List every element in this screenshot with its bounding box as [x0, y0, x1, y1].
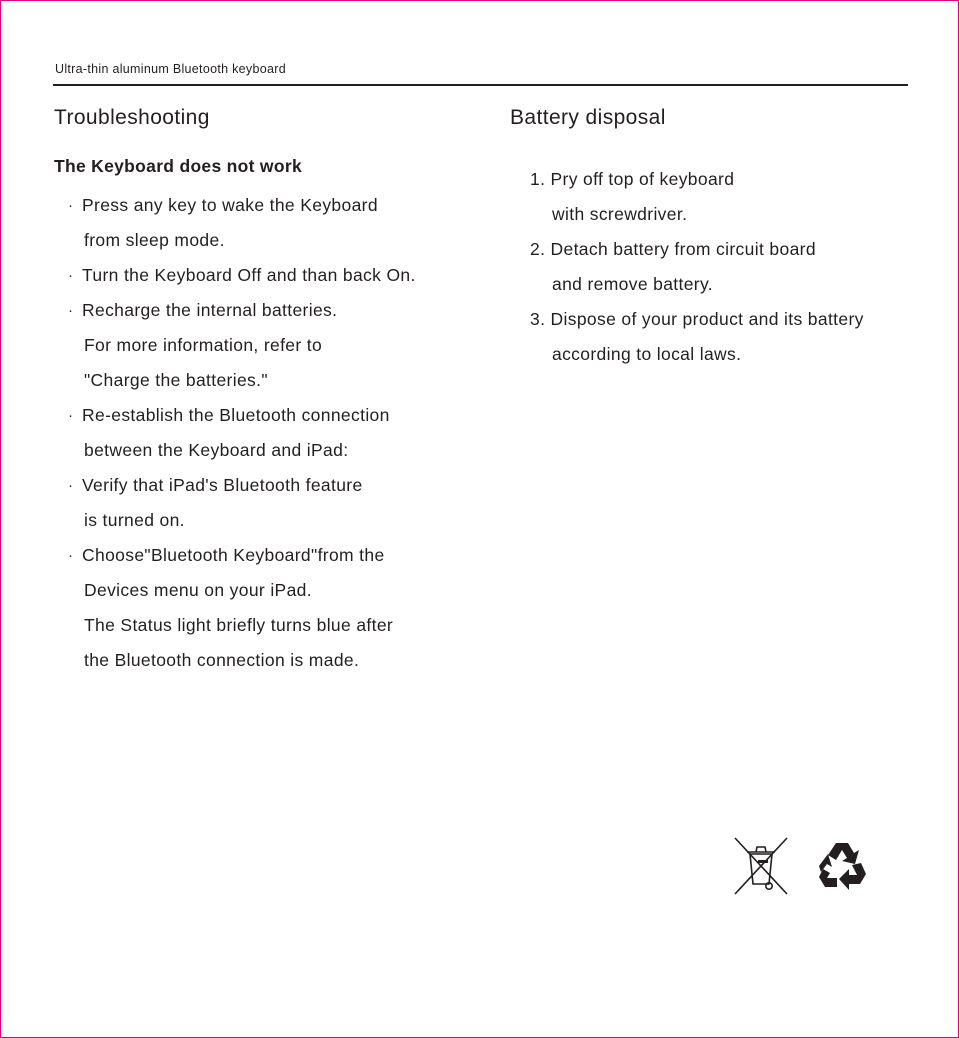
bullet-dot: · — [68, 302, 74, 319]
header-rule — [53, 84, 908, 86]
step-line: 1. Pry off top of keyboard — [530, 169, 735, 189]
list-item — [530, 302, 930, 372]
item-line: For more information, refer to — [84, 335, 323, 355]
item-line: Turn the Keyboard Off and than back On. — [82, 265, 416, 285]
troubleshooting-heading: Troubleshooting — [54, 106, 210, 129]
keyboard-not-working-subheading: The Keyboard does not work — [54, 156, 302, 176]
item-line: Devices menu on your iPad. — [84, 580, 312, 600]
battery-steps-list — [530, 162, 930, 372]
list-item — [68, 468, 484, 538]
item-line: the Bluetooth connection is made. — [84, 650, 360, 670]
document-header: Ultra-thin aluminum Bluetooth keyboard — [55, 62, 286, 76]
list-item — [68, 293, 484, 398]
item-line: "Charge the batteries." — [84, 370, 268, 390]
step-line: with screwdriver. — [552, 204, 688, 224]
crossed-bin-icon — [733, 836, 789, 896]
item-line: Choose"Bluetooth Keyboard"from the — [82, 545, 385, 565]
troubleshooting-section — [54, 104, 484, 678]
recycle-icon — [817, 840, 867, 892]
bullet-dot: · — [68, 407, 74, 424]
bullet-dot: · — [68, 267, 74, 284]
compliance-icons — [733, 836, 873, 898]
item-line: from sleep mode. — [84, 230, 225, 250]
step-line: and remove battery. — [552, 274, 713, 294]
list-item — [68, 188, 484, 258]
battery-disposal-section — [510, 104, 930, 372]
list-item — [68, 258, 484, 293]
list-item — [530, 232, 930, 302]
step-line: 3. Dispose of your product and its battery — [530, 309, 864, 329]
battery-disposal-heading: Battery disposal — [510, 106, 666, 129]
item-line: The Status light briefly turns blue after — [84, 615, 394, 635]
list-item — [68, 538, 484, 678]
step-line: according to local laws. — [552, 344, 742, 364]
item-line: Verify that iPad's Bluetooth feature — [82, 475, 363, 495]
list-item — [68, 398, 484, 468]
item-line: between the Keyboard and iPad: — [84, 440, 349, 460]
item-line: Recharge the internal batteries. — [82, 300, 338, 320]
item-line: Press any key to wake the Keyboard — [82, 195, 378, 215]
troubleshooting-list — [68, 188, 484, 678]
bullet-dot: · — [68, 547, 74, 564]
bullet-dot: · — [68, 197, 74, 214]
bullet-dot: · — [68, 477, 74, 494]
step-line: 2. Detach battery from circuit board — [530, 239, 816, 259]
item-line: is turned on. — [84, 510, 185, 530]
item-line: Re-establish the Bluetooth connection — [82, 405, 390, 425]
list-item — [530, 162, 930, 232]
